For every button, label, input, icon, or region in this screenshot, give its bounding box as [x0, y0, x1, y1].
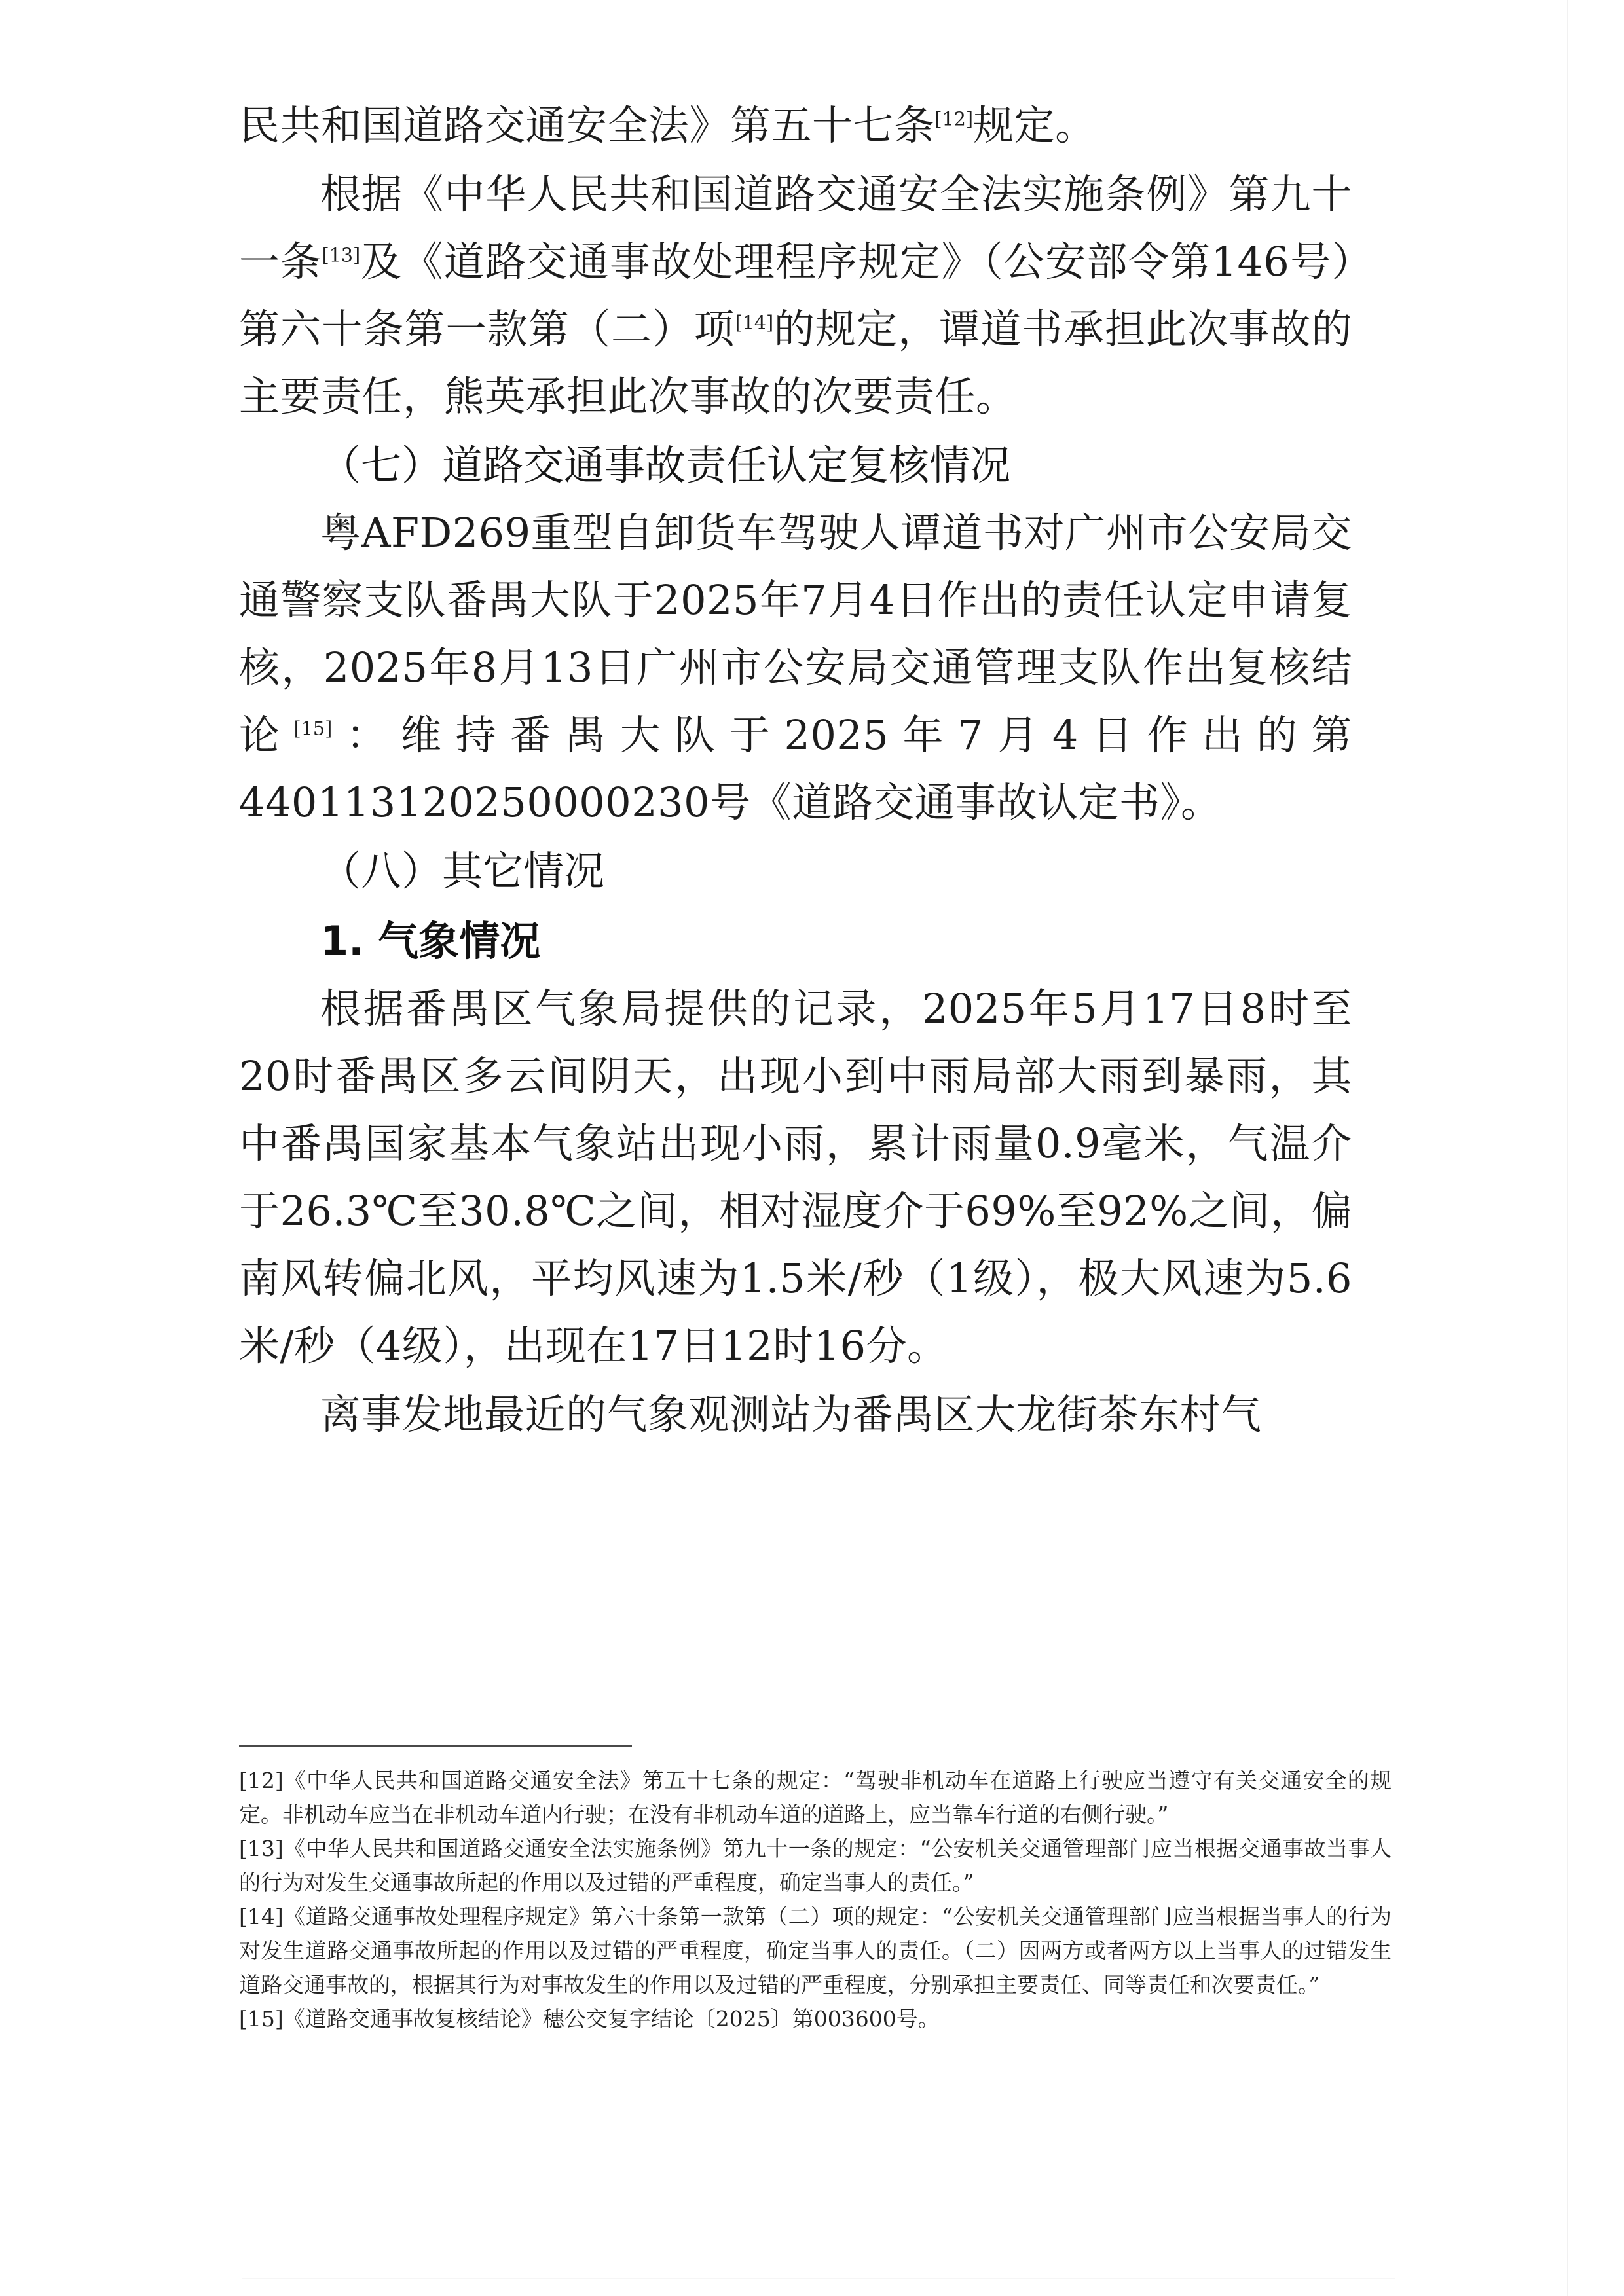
footnote-item-12 — [239, 1764, 1392, 1832]
paragraph-text-before: 民共和国道路交通安全法》第五十七条 — [239, 101, 935, 149]
paragraph-weather-record: 根据番禺区气象局提供的记录，2025年5月17日8时至20时番禺区多云间阴天，出现小到中雨局部大雨到暴雨，其中番禺国家基本气象站出现小雨，累计雨量0.9毫米，气温介于26.3℃至30.8℃之间，相对湿度介于69%至92%之间，偏南风转偏北风，平均风速为1.5米/秒（1级），极大风速为5.6米/秒（4级），出现在17日12时16分。 — [239, 985, 1352, 1370]
footnote-marker: [14] — [239, 1904, 284, 1929]
footnote-item-13 — [239, 1832, 1392, 1900]
paragraph-review-conclusion — [239, 499, 1352, 836]
section-heading-eight: （八）其它情况 — [320, 847, 605, 895]
paragraph-text-mid: 及《道路交通事故处理程序规定》（公安部令第146号）第六十条第一款第（二）项 — [239, 238, 1352, 353]
footnote-marker: [15] — [239, 2006, 284, 2032]
subsection-heading-weather: 1. 气象情况 — [320, 917, 541, 965]
footnote-section — [239, 1745, 1392, 2036]
footnote-marker: [13] — [239, 1836, 284, 1861]
footnote-text: 《道路交通事故处理程序规定》第六十条第一款第（二）项的规定：“公安机关交通管理部门应当根据当事人的行为对发生道路交通事故所起的作用以及过错的严重程度，确定当事人的责任。（二）因两方或者两方以上当事人的过错发生道路交通事故的，根据其行为对事故发生的作用以及过错的严重程度，分别承担主要责任、同等责任和次要责任。” — [239, 1904, 1392, 1997]
footnote-separator-rule — [239, 1745, 632, 1747]
paragraph-text-after: 规定。 — [973, 101, 1096, 149]
section-heading-seven: （七）道路交通事故责任认定复核情况 — [320, 441, 1011, 489]
footnote-text: 《中华人民共和国道路交通安全法实施条例》第九十一条的规定：“公安机关交通管理部门应当根据交通事故当事人的行为对发生交通事故所起的作用以及过错的严重程度，确定当事人的责任。” — [239, 1836, 1392, 1895]
scan-edge-line-right — [1567, 0, 1568, 2296]
footnote-ref-14[interactable]: [14] — [735, 312, 774, 334]
paragraph-text-after: ：维持番禺大队于2025年7月4日作出的第440113120250000230号《道路交通事故认定书》。 — [239, 711, 1352, 826]
footnote-marker: [12] — [239, 1768, 284, 1793]
page-content — [239, 92, 1352, 1448]
paragraph-text-before: 粤AFD269重型自卸货车驾驶人谭道书对广州市公安局交通警察支队番禺大队于2025年7月4日作出的责任认定申请复核，2025年8月13日广州市公安局交通管理支队作出复核结论 — [239, 509, 1352, 759]
footnote-ref-15[interactable]: [15] — [293, 718, 333, 740]
footnote-text: 《中华人民共和国道路交通安全法》第五十七条的规定：“驾驶非机动车在道路上行驶应当遵守有关交通安全的规定。非机动车应当在非机动车道内行驶；在没有非机动车道的道路上，应当靠车行道的右侧行驶。” — [239, 1768, 1392, 1827]
footnote-text: 《道路交通事故复核结论》穗公交复字结论〔2025〕第003600号。 — [283, 2006, 940, 2032]
paragraph-nearest-weather-station: 离事发地最近的气象观测站为番禺区大龙街茶东村气 — [320, 1391, 1262, 1438]
footnote-ref-13[interactable]: [13] — [322, 244, 361, 266]
paragraph-continued-law-citation — [239, 92, 1352, 159]
paragraph-text-before: 根据《中华人民共和国道路交通安全法实施条例》第九十一条 — [239, 170, 1352, 285]
footnote-item-15 — [239, 2002, 1392, 2036]
paragraph-responsibility-determination — [239, 160, 1352, 430]
paragraph-text-after: 的规定，谭道书承担此次事故的主要责任，熊英承担此次事故的次要责任。 — [239, 305, 1352, 420]
scan-edge-line-bottom — [242, 2278, 1395, 2279]
footnote-item-14 — [239, 1900, 1392, 2002]
footnote-ref-12[interactable]: [12] — [934, 108, 974, 130]
